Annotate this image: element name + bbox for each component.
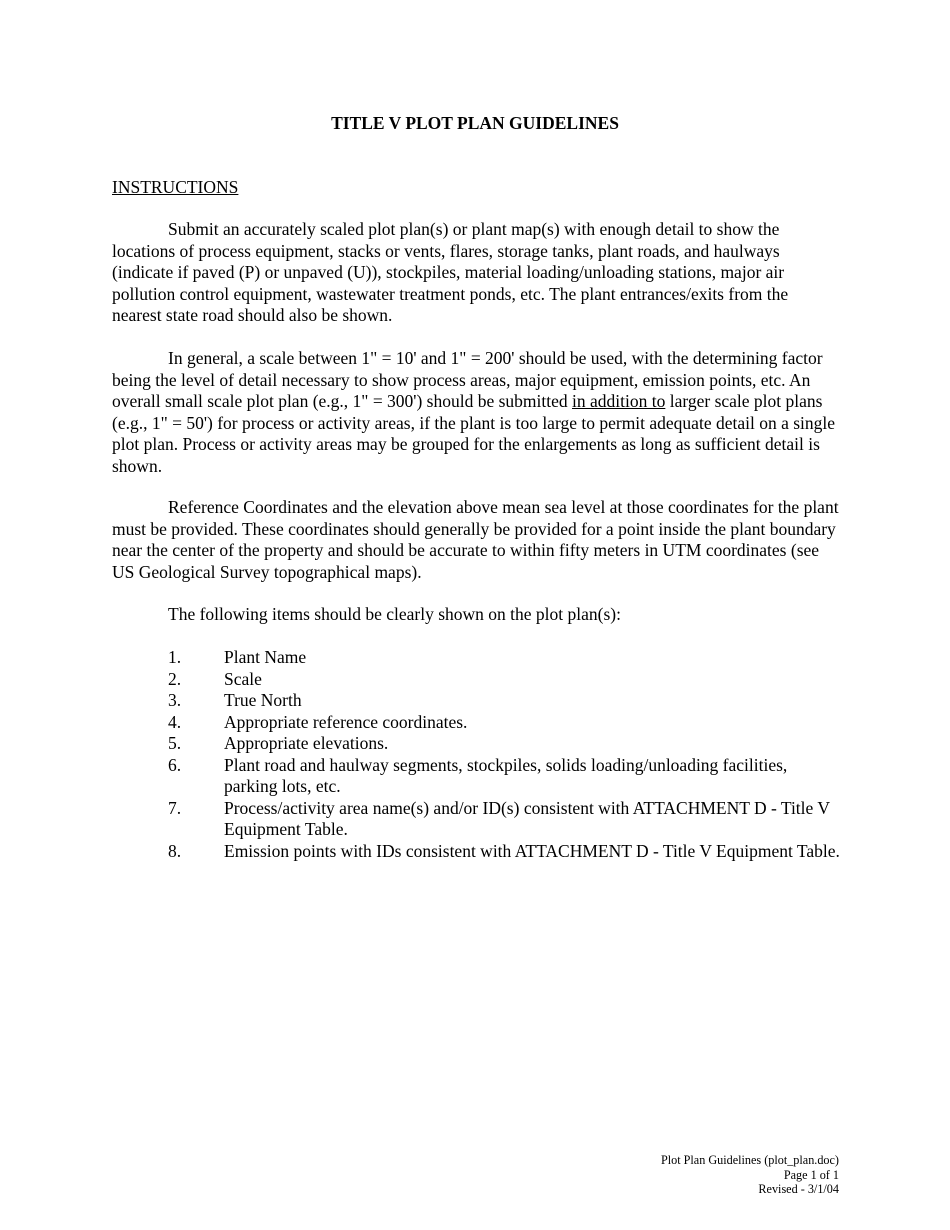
list-item-number: 8.: [168, 840, 182, 861]
coordinates-paragraph: Reference Coordinates and the elevation above mean sea level at those coordinates for the plant must be provided. These coordinates should generally be provided for a point inside the plant boundary near the center of the property and should be accurate to within fifty meters in UTM coordinates (see US Geological Survey topographical maps).: [112, 497, 839, 582]
footer-page-number: Page 1 of 1: [783, 1167, 839, 1182]
list-item-text: Appropriate elevations.: [224, 733, 389, 753]
required-items-list: [168, 647, 844, 862]
list-item-number: 1.: [168, 647, 182, 667]
list-item-text: Emission points with IDs consistent with ATTACHMENT D - Title V Equipment Table.: [224, 840, 840, 861]
list-item: [168, 647, 844, 669]
instructions-heading: INSTRUCTIONS: [112, 177, 239, 197]
list-item: [168, 712, 844, 734]
scale-paragraph-text-start: In general, a scale between 1" = 10' and 1" = 200' should be used, with the determining factor being the level of detail necessary to show process areas, major equipment, emission points, etc. An overall small scale plot plan (e.g., 1" = 300') should be submitted: [112, 348, 823, 411]
list-item: [168, 755, 844, 798]
list-item-number: 2.: [168, 668, 182, 689]
list-intro-paragraph: The following items should be clearly shown on the plot plan(s):: [168, 604, 621, 624]
list-item: [168, 841, 844, 863]
scale-paragraph-emphasis: in addition to: [572, 391, 666, 411]
list-item-number: 3.: [168, 690, 182, 710]
footer-revision-date: Revised - 3/1/04: [758, 1182, 839, 1196]
list-item-number: 7.: [168, 797, 182, 818]
scale-paragraph-text-end: larger scale plot plans (e.g., 1" = 50') for process or activity areas, if the plant is too large to permit adequate detail on a single plot plan. Process or activity areas may be grouped for the enlargements as long as sufficient detail is shown.: [112, 391, 836, 476]
footer-document-name: Plot Plan Guidelines (plot_plan.doc): [660, 1153, 839, 1167]
list-item-text: Appropriate reference coordinates.: [224, 711, 468, 732]
list-item-text: Plant Name: [224, 647, 307, 667]
list-item-text: True North: [224, 690, 302, 710]
list-item: [168, 733, 844, 755]
list-item-text: Process/activity area name(s) and/or ID(s) consistent with ATTACHMENT D - Title V Equipment Table.: [224, 797, 830, 839]
instructions-paragraph-1: Submit an accurately scaled plot plan(s) or plant map(s) with enough detail to show the locations of process equipment, stacks or vents, flares, storage tanks, plant roads, and haulways (indicate if paved (P) or unpaved (U)), stockpiles, material loading/unloading stations, major air pollution control equipment, wastewater treatment ponds, etc. The plant entrances/exits from the nearest state road should also be shown.: [112, 219, 789, 325]
document-title: TITLE V PLOT PLAN GUIDELINES: [331, 113, 619, 133]
list-item-number: 4.: [168, 711, 182, 732]
list-item-number: 6.: [168, 754, 182, 775]
list-item-text: Scale: [224, 668, 262, 689]
list-item: [168, 690, 844, 712]
page-footer: [661, 1153, 839, 1197]
list-item: [168, 669, 844, 691]
scale-paragraph: [112, 348, 842, 477]
list-item-number: 5.: [168, 733, 182, 753]
list-item-text: Plant road and haulway segments, stockpiles, solids loading/unloading facilities, parking lots, etc.: [224, 754, 788, 796]
list-item: [168, 798, 844, 841]
